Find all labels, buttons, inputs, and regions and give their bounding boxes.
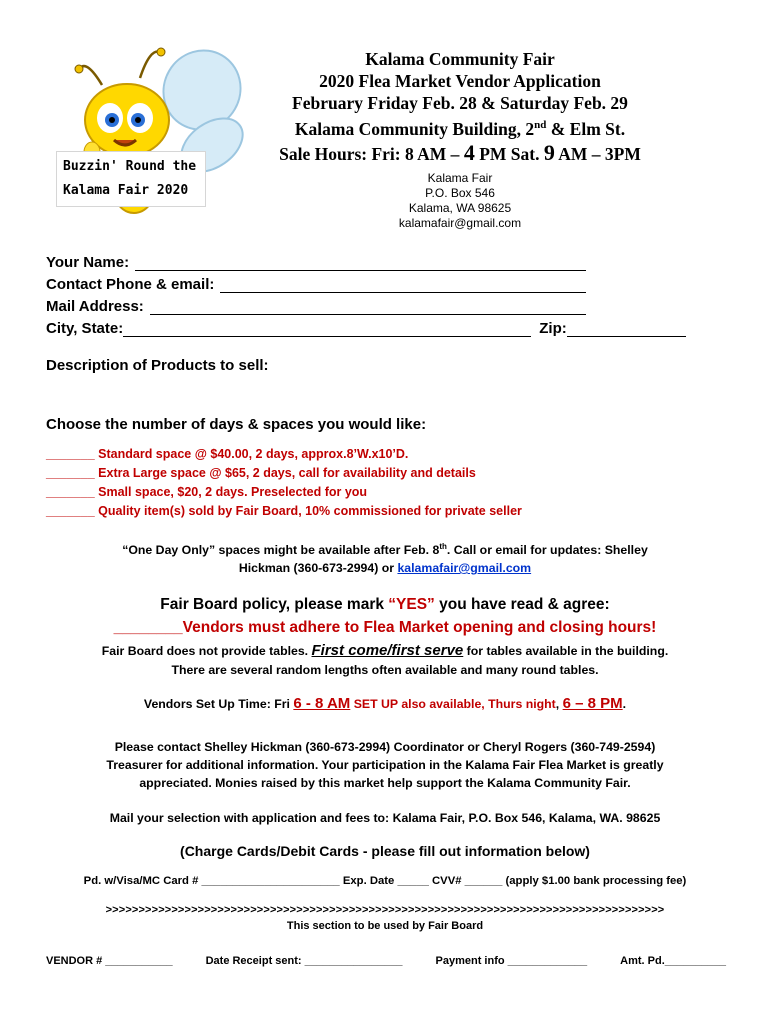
name-field[interactable] — [135, 255, 586, 271]
header-dates: February Friday Feb. 28 & Saturday Feb. 29 — [292, 93, 628, 113]
section-divider-arrows: >>>>>>>>>>>>>>>>>>>>>>>>>>>>>>>>>>>>>>>>>>>>>>>>>>>>>>>>>>>>>>>>>>>>>>>>>>>>>>>>>>>>> — [105, 904, 665, 916]
contact-field[interactable] — [220, 277, 586, 293]
policy-rule-blank[interactable]: ________ — [113, 619, 183, 636]
fair-board-row — [46, 955, 726, 967]
tables-a: Fair Board does not provide tables. — [101, 644, 312, 658]
description-label: Description of Products to sell: — [46, 357, 269, 374]
setup-end: . — [622, 697, 627, 711]
mail-field[interactable] — [150, 299, 586, 315]
option-quality-items[interactable] — [46, 502, 522, 521]
space-options — [46, 445, 522, 521]
policy-heading-a: Fair Board policy, please mark — [160, 596, 389, 613]
contact-line-3: appreciated. Monies raised by this market help support the Kalama Community Fair. — [139, 776, 631, 790]
option-blank[interactable]: _______ — [46, 504, 95, 518]
option-blank[interactable]: _______ — [46, 466, 95, 480]
one-day-sup: th — [439, 542, 447, 551]
address-email: kalamafair@gmail.com — [398, 216, 522, 230]
city-label: City, State: — [46, 320, 124, 337]
cards-line[interactable]: Pd. w/Visa/MC Card # ______________________ Exp. Date _____ CVV# ______ (apply $1.00 bank processing fee) — [83, 875, 687, 887]
contact-line-1: Please contact Shelley Hickman (360-673-2994) Coordinator or Cheryl Rogers (360-749-2594) — [114, 740, 656, 754]
policy-rule — [30, 619, 740, 637]
document-header — [240, 48, 680, 167]
contact-label: Contact Phone & email: — [46, 276, 215, 293]
one-day-line-1 — [30, 538, 740, 559]
setup-label: Vendors Set Up Time: Fri — [143, 697, 294, 711]
amount-paid-field[interactable]: Amt. Pd.__________ — [620, 955, 726, 967]
hours-a: Sale Hours: Fri: 8 AM – — [279, 143, 464, 164]
header-title: Kalama Community Fair — [365, 49, 555, 69]
logo-caption-line-1: Buzzin' Round the — [63, 159, 197, 174]
header-hours — [240, 140, 680, 167]
tables-line-1 — [30, 642, 740, 659]
email-link[interactable]: kalamafair@gmail.com — [397, 561, 532, 576]
logo-caption-line-2: Kalama Fair 2020 — [63, 183, 189, 198]
option-label: Extra Large space @ $65, 2 days, call for availability and details — [98, 466, 476, 480]
header-location-b: & Elm St. — [546, 118, 626, 139]
contact-line-2: Treasurer for additional information. Your participation in the Kalama Fair Flea Market is greatly — [106, 758, 664, 772]
vendor-number-field[interactable]: VENDOR # ___________ — [46, 955, 173, 967]
setup-thu-time: 6 – 8 PM — [562, 695, 623, 712]
setup-line — [30, 695, 740, 712]
address-box: P.O. Box 546 — [425, 186, 495, 200]
name-label: Your Name: — [46, 254, 130, 271]
header-location-sup: nd — [534, 119, 547, 131]
setup-mid: SET UP also available, Thurs night — [350, 697, 556, 711]
option-label: Small space, $20, 2 days. Preselected for you — [98, 485, 368, 499]
receipt-date-field[interactable]: Date Receipt sent: ________________ — [205, 955, 403, 967]
policy-heading — [30, 596, 740, 614]
tables-b: for tables available in the building. — [463, 644, 669, 658]
header-location — [240, 114, 680, 140]
one-day-a: “One Day Only” spaces might be available after Feb. 8 — [122, 543, 440, 558]
option-small[interactable] — [46, 483, 522, 502]
hours-e: AM – 3PM — [554, 143, 641, 164]
name-field-row[interactable] — [46, 254, 586, 271]
one-day-line-2 — [30, 559, 740, 577]
setup-comma: , — [555, 697, 563, 711]
hours-b: 4 — [463, 139, 475, 165]
setup-fri-time: 6 - 8 AM — [293, 695, 351, 712]
policy-heading-b: you have read & agree: — [434, 596, 610, 613]
city-field-row[interactable] — [46, 320, 686, 337]
mailing-address — [330, 171, 590, 231]
policy-yes: “YES” — [388, 596, 435, 613]
contact-field-row[interactable] — [46, 276, 586, 293]
cards-heading: (Charge Cards/Debit Cards - please fill out information below) — [180, 843, 590, 859]
header-location-a: Kalama Community Building, 2 — [294, 118, 535, 139]
zip-label: Zip: — [539, 320, 567, 337]
one-day-b: . Call or email for updates: Shelley — [446, 543, 648, 558]
logo-caption — [56, 151, 206, 207]
tables-line-2: There are several random lengths often available and many round tables. — [171, 663, 599, 677]
header-subtitle: 2020 Flea Market Vendor Application — [319, 71, 601, 91]
city-field[interactable] — [123, 321, 531, 337]
one-day-notice — [30, 538, 740, 577]
contact-paragraph — [20, 738, 750, 792]
option-label: Standard space @ $40.00, 2 days, approx.8’W.x10’D. — [98, 447, 409, 461]
option-standard[interactable] — [46, 445, 522, 464]
policy-rule-text: Vendors must adhere to Flea Market opening and closing hours! — [182, 619, 657, 636]
option-blank[interactable]: _______ — [46, 485, 95, 499]
option-extra-large[interactable] — [46, 464, 522, 483]
choose-heading: Choose the number of days & spaces you would like: — [46, 416, 427, 433]
option-label: Quality item(s) sold by Fair Board, 10% commissioned for private seller — [98, 504, 522, 518]
option-blank[interactable]: _______ — [46, 447, 95, 461]
mail-instructions: Mail your selection with application and fees to: Kalama Fair, P.O. Box 546, Kalama, WA. 98625 — [109, 811, 661, 825]
hours-c: PM Sat. — [474, 143, 544, 164]
zip-field[interactable] — [567, 321, 686, 337]
tables-em: First come/first serve — [311, 642, 464, 659]
payment-info-field[interactable]: Payment info _____________ — [435, 955, 588, 967]
hours-d: 9 — [543, 139, 555, 165]
mail-label: Mail Address: — [46, 298, 144, 315]
one-day-c: Hickman (360-673-2994) or — [238, 561, 398, 576]
address-city: Kalama, WA 98625 — [408, 201, 512, 215]
fair-board-note: This section to be used by Fair Board — [286, 920, 484, 932]
address-name: Kalama Fair — [427, 171, 493, 185]
bee-antenna-icon — [75, 48, 165, 85]
mail-field-row[interactable] — [46, 298, 586, 315]
